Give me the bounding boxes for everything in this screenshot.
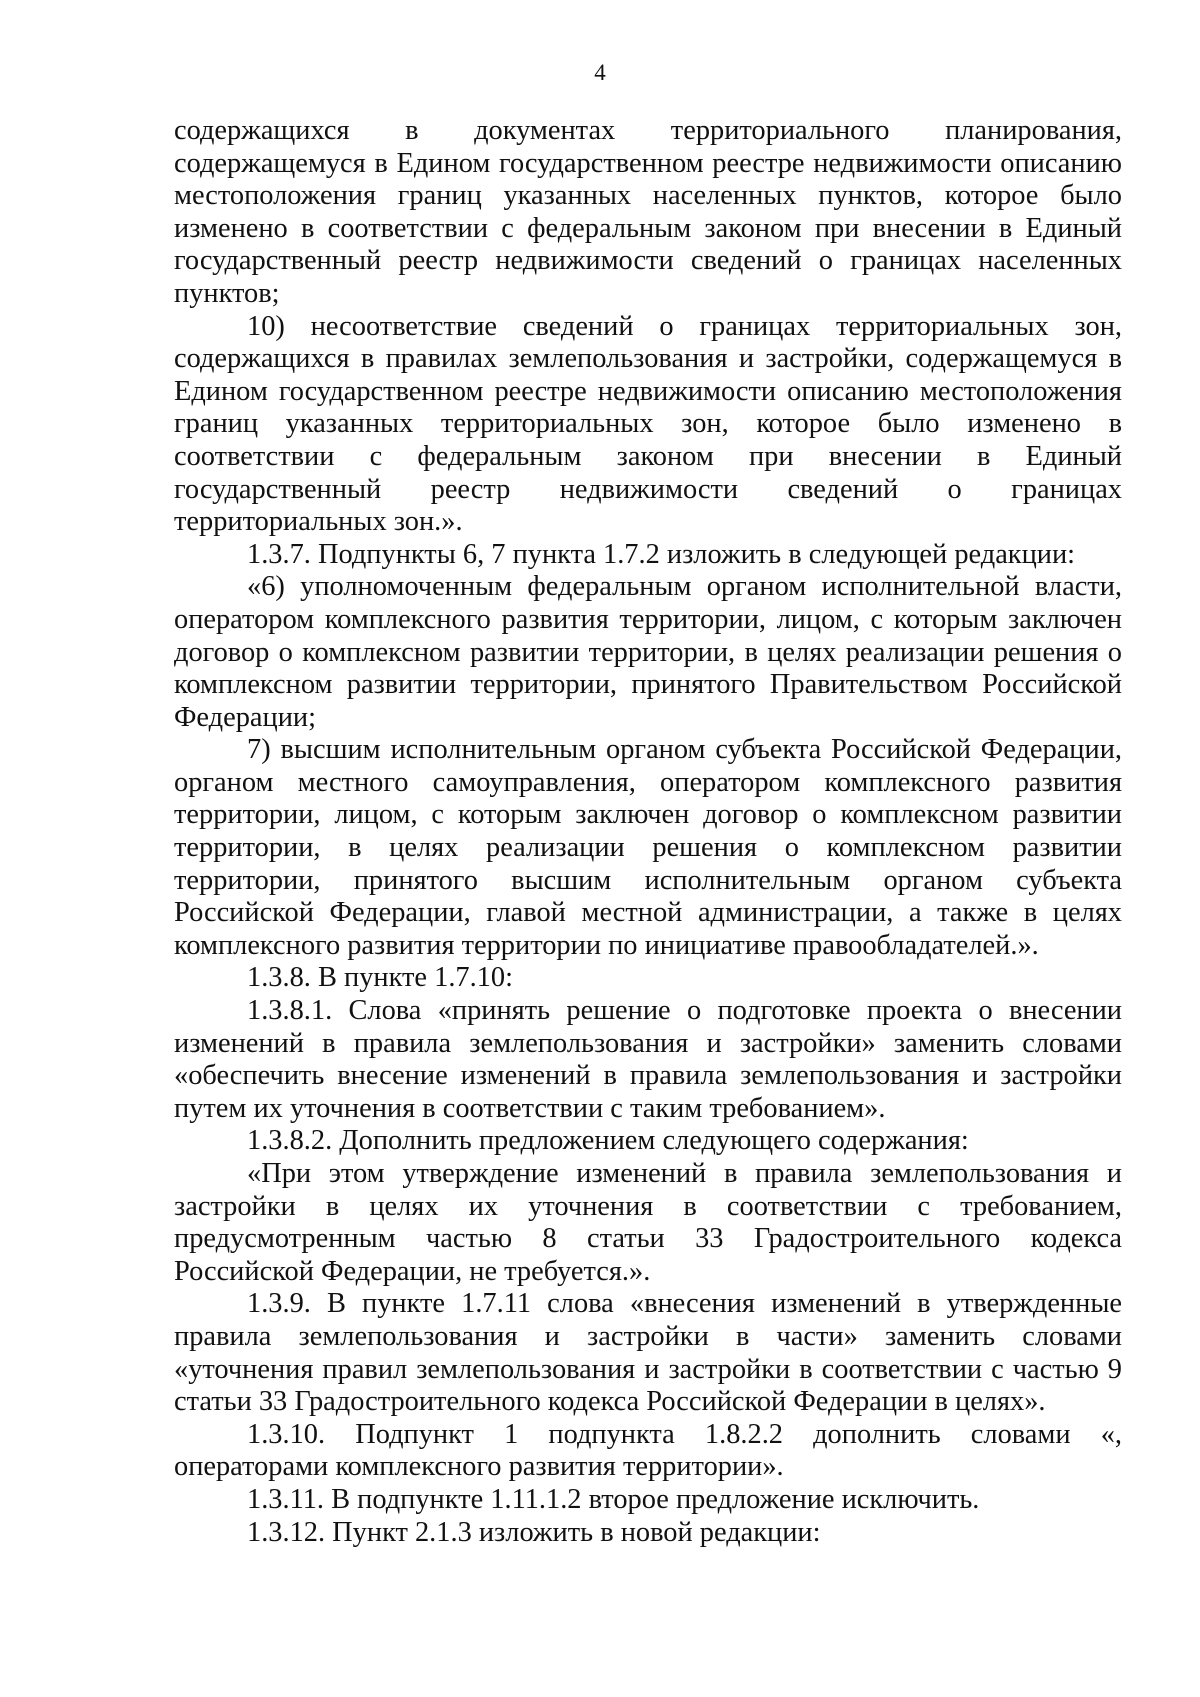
paragraph-6: 1.3.8. В пункте 1.7.10: (247, 962, 513, 994)
paragraph-2: 10) несоответствие сведений о границах территориальных зон, содержащихся в правилах землепользования и застройки, содержащемуся в Едином государственном реестре недвижимости описанию местоположения границ указанных территориальных зон, которое было изменено в соответствии с федеральным законом при внесении в Единый государственный реестр недвижимости сведений о границах территориальных зон.». (174, 310, 1122, 538)
paragraph-3: 1.3.7. Подпункты 6, 7 пункта 1.7.2 изложить в следующей редакции: (247, 538, 1076, 570)
document-body (174, 115, 1122, 1549)
paragraph-7: 1.3.8.1. Слова «принять решение о подготовке проекта о внесении изменений в правила землепользования и застройки» заменить словами «обеспечить внесение изменений в правила землепользования и застройки путем их уточнения в соответствии с таким требованием». (174, 995, 1122, 1124)
paragraph-8: 1.3.8.2. Дополнить предложением следующего содержания: (247, 1125, 969, 1157)
paragraph-10: 1.3.9. В пункте 1.7.11 слова «внесения изменений в утвержденные правила землепользования и застройки в части» заменить словами «уточнения правил землепользования и застройки в соответствии с частью 9 статьи 33 Градостроительного кодекса Российской Федерации в целях». (174, 1288, 1122, 1418)
paragraph-4: «6) уполномоченным федеральным органом исполнительной власти, оператором комплексного развития территории, лицом, с которым заключен договор о комплексном развитии территории, в целях реализации решения о комплексном развитии территории, принятого Правительством Российской Федерации; (174, 571, 1122, 733)
paragraph-13: 1.3.12. Пункт 2.1.3 изложить в новой редакции: (247, 1516, 821, 1548)
paragraph-5: 7) высшим исполнительным органом субъекта Российской Федерации, органом местного самоуправления, оператором комплексного развития территории, лицом, с которым заключен договор о комплексном развитии территории, в целях реализации решения о комплексном развитии территории, принятого высшим исполнительным органом субъекта Российской Федерации, главой местной администрации, а также в целях комплексного развития территории по инициативе правообладателей.». (174, 734, 1122, 961)
paragraph-9: «При этом утверждение изменений в правила землепользования и застройки в целях их уточнения в соответствии с требованием, предусмотренным частью 8 статьи 33 Градостроительного кодекса Российской Федерации, не требуется.». (174, 1158, 1122, 1287)
paragraph-11: 1.3.10. Подпункт 1 подпункта 1.8.2.2 дополнить словами «, операторами комплексного развития территории». (174, 1418, 1122, 1483)
paragraph-12: 1.3.11. В подпункте 1.11.1.2 второе предложение исключить. (247, 1483, 980, 1515)
paragraph-1: содержащихся в документах территориального планирования, содержащемуся в Едином государственном реестре недвижимости описанию местоположения границ указанных населенных пунктов, которое было изменено в соответствии с федеральным законом при внесении в Единый государственный реестр недвижимости сведений о границах населенных пунктов; (174, 115, 1122, 309)
page-number: 4 (594, 60, 606, 85)
